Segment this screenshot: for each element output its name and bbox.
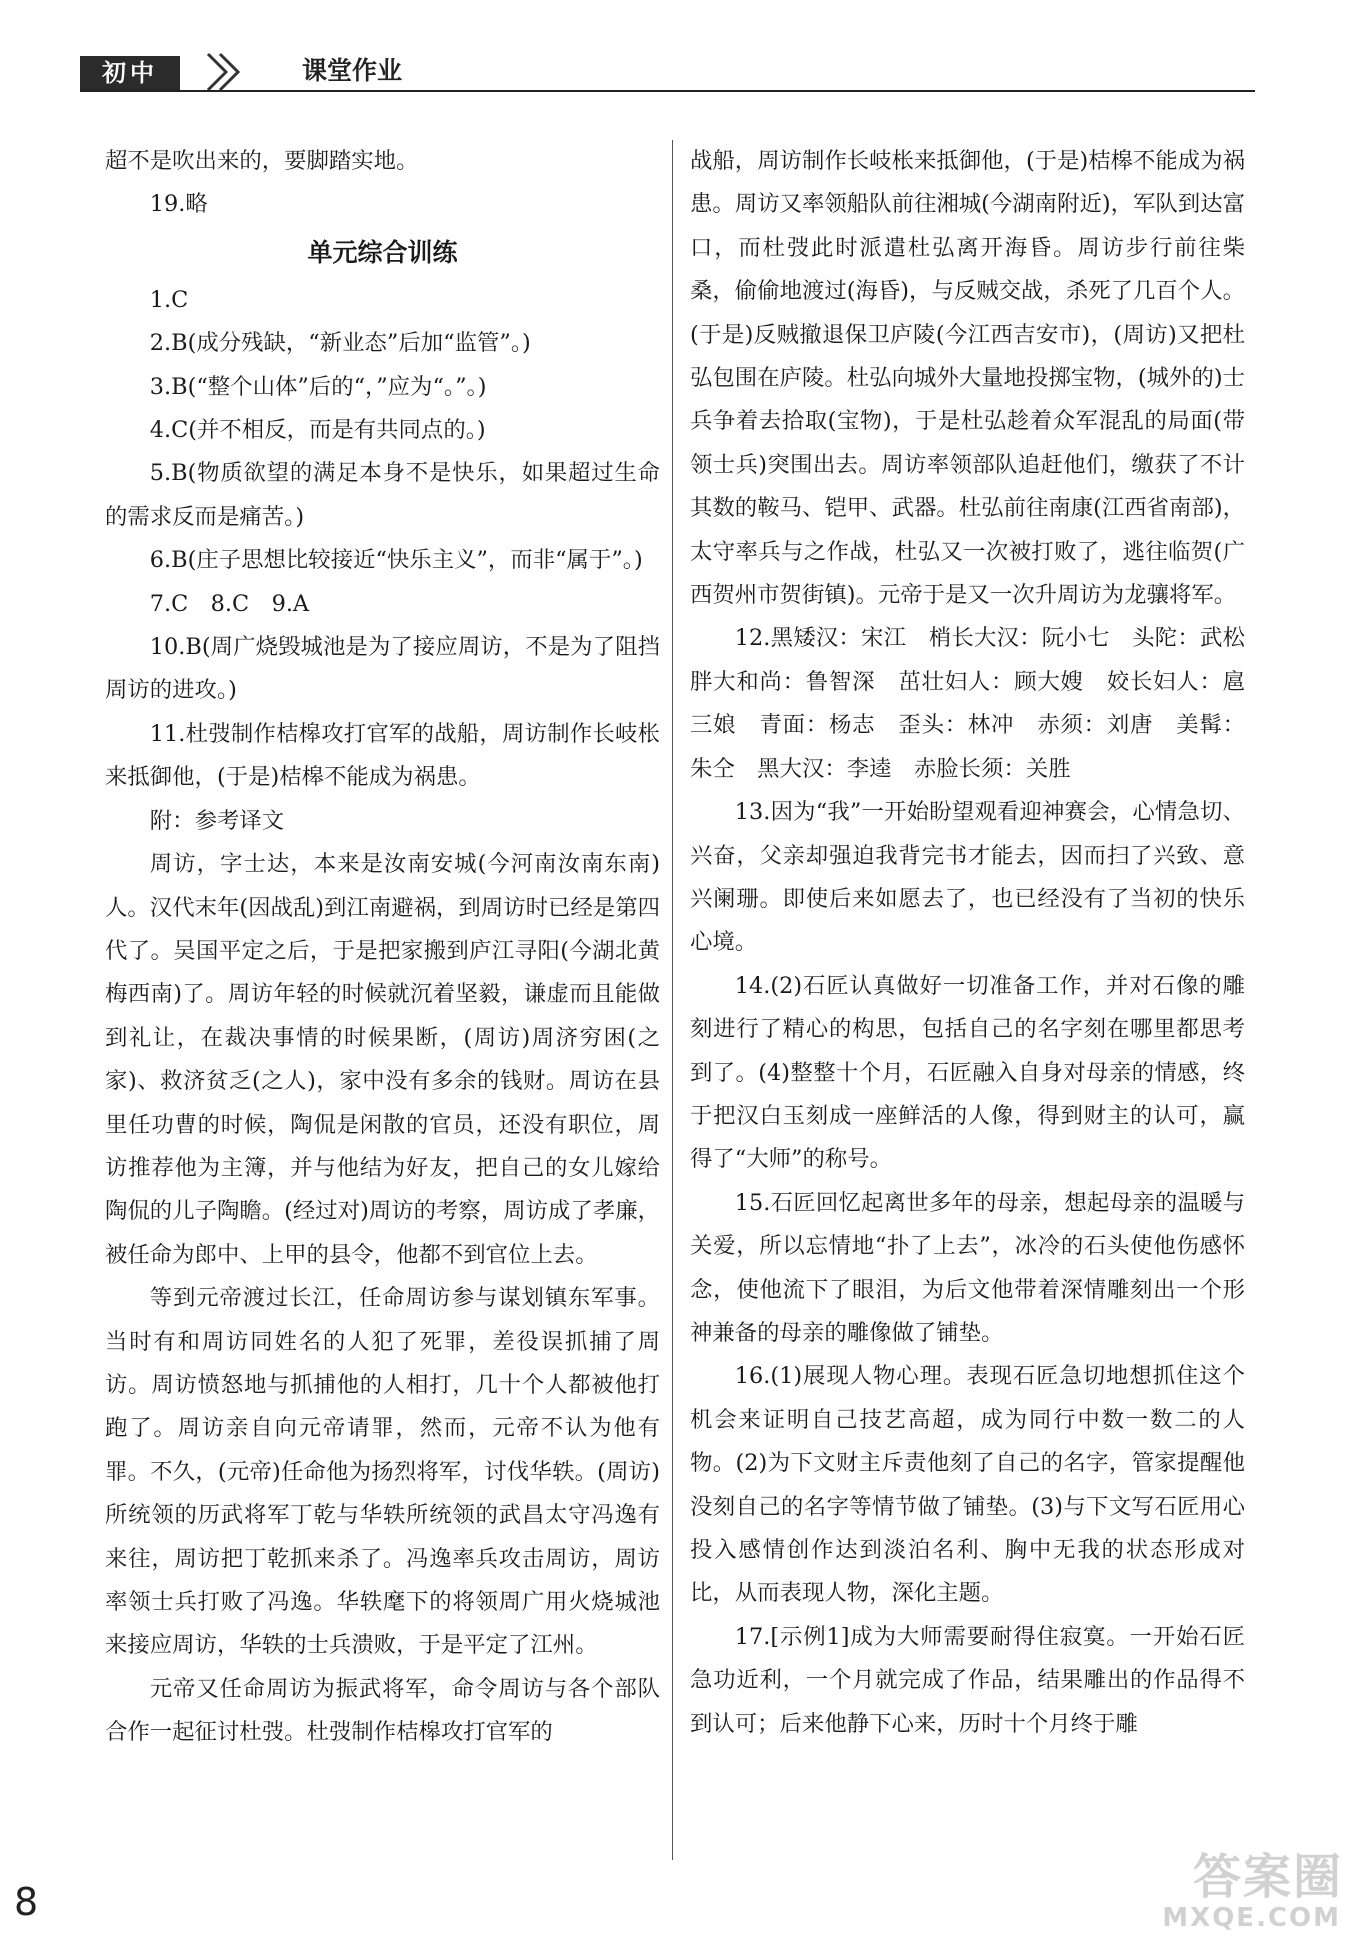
- answer-1: 1.C: [149, 286, 189, 313]
- answer-5: 5.B(物质欲望的满足本身不是快乐，如果超过生命的需求反而是痛苦。): [105, 460, 660, 530]
- section-title: 单元综合训练: [307, 237, 458, 267]
- answer-12: 12.黑矮汉：宋江 梢长大汉：阮小七 头陀：武松 胖大和尚：鲁智深 茁壮妇人：顾大嫂 姣长妇人：扈三娘 青面：杨志 歪头：林冲 赤须：刘唐 美髯：朱仝 黑大汉：李逵 赤脸长须：关胜: [690, 625, 1268, 782]
- translation-paragraph: 战船，周访制作长岐枨来抵御他，(于是)桔槔不能成为祸患。周访又率领船队前往湘城(今湖南附近)，军队到达富口，而杜弢此时派遣杜弘离开海昏。周访步行前往柴桑，偷偷地渡过(海昏)，与反贼交战，杀死了几百个人。(于是)反贼撤退保卫庐陵(今江西吉安市)，(周访)又把杜弘包围在庐陵。杜弘向城外大量地投掷宝物，(城外的)士兵争着去拾取(宝物)，于是杜弘趁着众军混乱的局面(带领士兵)突围出去。周访率领部队追赶他们，缴获了不计其数的鞍马、铠甲、武器。杜弘前往南康(江西省南部)，太守率兵与之作战，杜弘又一次被打败了，逃往临贺(广西贺州市贺街镇)。元帝于是又一次升周访为龙骧将军。: [690, 148, 1245, 609]
- answer-7-9: 7.C 8.C 9.A: [149, 590, 310, 617]
- answer-10: 10.B(周广烧毁城池是为了接应周访，不是为了阻挡周访的进攻。): [105, 634, 660, 704]
- watermark-url: MXQE.COM: [1162, 1903, 1341, 1933]
- translation-paragraph: 周访，字士达，本来是汝南安城(今河南汝南东南)人。汉代末年(因战乱)到江南避祸，到周访时已经是第四代了。吴国平定之后，于是把家搬到庐江寻阳(今湖北黄梅西南)了。周访年轻的时候就沉着坚毅，谦虚而且能做到礼让，在裁决事情的时候果断，(周访)周济穷困(之家)、救济贫乏(之人)，家中没有多余的钱财。周访在县里任功曹的时候，陶侃是闲散的官员，还没有职位，周访推荐他为主簿，并与他结为好友，把自己的女儿嫁给陶侃的儿子陶瞻。(经过对)周访的考察，周访成了孝廉，被任命为郎中、上甲的县令，他都不到官位上去。: [105, 851, 660, 1268]
- answer-11: 11.杜弢制作桔槔攻打官军的战船，周访制作长岐枨来抵御他，(于是)桔槔不能成为祸患。: [105, 720, 660, 791]
- left-column: [105, 140, 660, 1755]
- paragraph: 超不是吹出来的，要脚踏实地。: [105, 148, 419, 174]
- double-chevron-icon: [180, 50, 280, 92]
- answer-6: 6.B(庄子思想比较接近“快乐主义”，而非“属于”。): [149, 547, 643, 574]
- translation-paragraph: 等到元帝渡过长江，任命周访参与谋划镇东军事。当时有和周访同姓名的人犯了死罪，差役误抓捕了周访。周访愤怒地与抓捕他的人相打，几十个人都被他打跑了。周访亲自向元帝请罪，然而，元帝不认为他有罪。不久，(元帝)任命他为扬烈将军，讨伐华轶。(周访)所统领的历武将军丁乾与华轶所统领的武昌太守冯逸有来往，周访把丁乾抓来杀了。冯逸率兵攻击周访，周访率领士兵打败了冯逸。华轶麾下的将领周广用火烧城池来接应周访，华轶的士兵溃败，于是平定了江州。: [105, 1285, 660, 1659]
- column-divider: [672, 140, 673, 1860]
- watermark-logo-text: 答案圈: [1192, 1849, 1343, 1905]
- answer-19: 19.略: [149, 191, 208, 218]
- grade-tag: 初中: [80, 56, 180, 90]
- site-watermark: [1162, 1838, 1343, 1933]
- answer-16: 16.(1)展现人物心理。表现石匠急切地想抓住这个机会来证明自己技艺高超，成为同行中数一数二的人物。(2)为下文财主斥责他刻了自己的名字，管家提醒他没刻自己的名字等情节做了铺垫。(3)与下文写石匠用心投入感情创作达到淡泊名利、胸中无我的状态形成对比，从而表现人物，深化主题。: [690, 1363, 1245, 1607]
- answer-4: 4.C(并不相反，而是有共同点的。): [149, 417, 486, 444]
- translation-paragraph: 元帝又任命周访为振武将军，命令周访与各个部队合作一起征讨杜弢。杜弢制作桔槔攻打官军的: [105, 1675, 660, 1746]
- answer-2: 2.B(成分残缺，“新业态”后加“监管”。): [149, 330, 531, 357]
- header-rule: [80, 90, 1255, 92]
- answer-14: 14.(2)石匠认真做好一切准备工作，并对石像的雕刻进行了精心的构思，包括自己的名字刻在哪里都思考到了。(4)整整十个月，石匠融入自身对母亲的情感，终于把汉白玉刻成一座鲜活的人像，得到财主的认可，赢得了“大师”的称号。: [690, 972, 1245, 1173]
- right-column: [690, 140, 1268, 1746]
- page-number: 8: [14, 1880, 39, 1924]
- answer-15: 15.石匠回忆起离世多年的母亲，想起母亲的温暖与关爱，所以忘情地“扑了上去”，冰冷的石头使他伤感怀念，使他流下了眼泪，为后文他带着深情雕刻出一个形神兼备的母亲的雕像做了铺垫。: [690, 1189, 1245, 1346]
- appendix-label: 附：参考译文: [149, 807, 285, 834]
- answer-13: 13.因为“我”一开始盼望观看迎神赛会，心情急切、兴奋，父亲却强迫我背完书才能去，因而扫了兴致、意兴阑珊。即使后来如愿去了，也已经没有了当初的快乐心境。: [690, 799, 1245, 956]
- page-header: [80, 50, 1255, 92]
- answer-17: 17.[示例1]成为大师需要耐得住寂寞。一开始石匠急功近利，一个月就完成了作品，结果雕出的作品得不到认可；后来他静下心来，历时十个月终于雕: [690, 1623, 1245, 1737]
- answer-3: 3.B(“整个山体”后的“，”应为“。”。): [149, 373, 487, 400]
- book-title: 课堂作业: [302, 56, 403, 85]
